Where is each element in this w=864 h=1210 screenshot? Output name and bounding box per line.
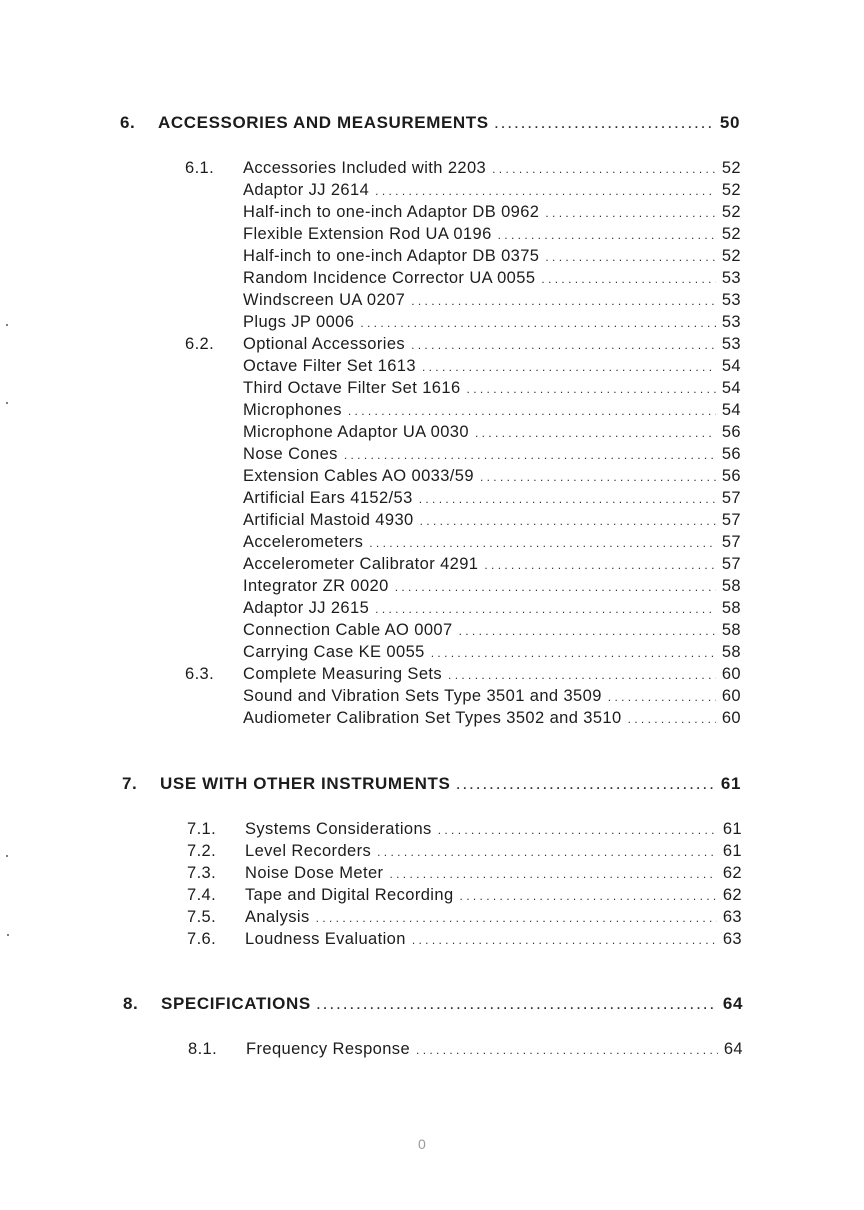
toc-entry <box>243 597 741 620</box>
toc-entry <box>243 465 741 488</box>
chapter-title: USE WITH OTHER INSTRUMENTS <box>160 774 451 793</box>
entry-page: 54 <box>721 401 741 419</box>
leader-dots <box>411 334 716 356</box>
leader-dots <box>411 290 716 312</box>
entry-page: 53 <box>721 269 741 287</box>
toc-entry <box>243 553 741 576</box>
entry-title: Optional Accessories <box>243 335 406 353</box>
entry-page: 62 <box>722 886 742 904</box>
section-number: 6.1. <box>185 159 215 177</box>
leader-dots <box>419 488 716 510</box>
entry-page: 53 <box>721 335 741 353</box>
leader-dots <box>348 400 716 422</box>
toc-entry <box>185 157 741 180</box>
entry-page: 60 <box>721 709 741 727</box>
leader-dots <box>459 620 716 642</box>
leader-dots <box>395 576 716 598</box>
leader-dots <box>495 113 714 135</box>
entry-title: Analysis <box>245 908 310 926</box>
toc-entry <box>243 443 741 466</box>
leader-dots <box>316 907 717 929</box>
entry-page: 54 <box>721 357 741 375</box>
scan-speck <box>6 402 8 404</box>
entry-title: Accelerometer Calibrator 4291 <box>243 555 479 573</box>
entry-title: Half-inch to one-inch Adaptor DB 0962 <box>243 203 540 221</box>
toc-entry <box>243 377 741 400</box>
leader-dots <box>360 312 716 334</box>
entry-page: 56 <box>721 423 741 441</box>
toc-entry <box>243 509 741 532</box>
leader-dots <box>545 246 715 268</box>
toc-entry <box>185 663 741 686</box>
entry-title: Audiometer Calibration Set Types 3502 and 3510 <box>243 709 622 727</box>
entry-title: Random Incidence Corrector UA 0055 <box>243 269 536 287</box>
entry-title: Windscreen UA 0207 <box>243 291 406 309</box>
toc-entry <box>187 906 742 929</box>
page-footer-mark: 0 <box>418 1136 426 1152</box>
leader-dots <box>344 444 716 466</box>
entry-page: 60 <box>721 665 741 683</box>
toc-entry <box>187 862 742 885</box>
chapter-page: 50 <box>719 113 740 132</box>
section-number: 6.2. <box>185 335 215 353</box>
chapter-number: 6. <box>120 113 136 132</box>
leader-dots <box>460 885 717 907</box>
chapter-6-heading <box>120 112 740 135</box>
entry-title: Carrying Case KE 0055 <box>243 643 425 661</box>
section-number: 7.4. <box>187 886 217 904</box>
entry-title: Tape and Digital Recording <box>245 886 454 904</box>
leader-dots <box>369 532 716 554</box>
entry-page: 57 <box>721 533 741 551</box>
toc-entry <box>243 421 741 444</box>
toc-entry <box>243 399 741 422</box>
entry-title: Accessories Included with 2203 <box>243 159 487 177</box>
toc-entry <box>243 487 741 510</box>
entry-title: Third Octave Filter Set 1616 <box>243 379 461 397</box>
entry-title: Plugs JP 0006 <box>243 313 355 331</box>
chapter-number: 7. <box>122 774 138 793</box>
leader-dots <box>628 708 716 730</box>
leader-dots <box>492 158 716 180</box>
entry-page: 53 <box>721 291 741 309</box>
entry-title: Sound and Vibration Sets Type 3501 and 3509 <box>243 687 602 705</box>
entry-page: 58 <box>721 577 741 595</box>
leader-dots <box>422 356 716 378</box>
section-number: 6.3. <box>185 665 215 683</box>
entry-page: 57 <box>721 489 741 507</box>
entry-title: Connection Cable AO 0007 <box>243 621 453 639</box>
toc-entry <box>243 355 741 378</box>
toc-entry <box>243 179 741 202</box>
section-number: 7.1. <box>187 820 217 838</box>
entry-title: Complete Measuring Sets <box>243 665 443 683</box>
chapter-number: 8. <box>123 994 139 1013</box>
scan-speck <box>7 934 9 936</box>
entry-title: Half-inch to one-inch Adaptor DB 0375 <box>243 247 540 265</box>
toc-entry <box>243 267 741 290</box>
toc-entry <box>187 818 742 841</box>
section-number: 7.3. <box>187 864 217 882</box>
entry-title: Microphone Adaptor UA 0030 <box>243 423 469 441</box>
entry-title: Level Recorders <box>245 842 372 860</box>
leader-dots <box>420 510 716 532</box>
section-number: 7.2. <box>187 842 217 860</box>
leader-dots <box>545 202 715 224</box>
entry-title: Artificial Ears 4152/53 <box>243 489 413 507</box>
entry-page: 58 <box>721 643 741 661</box>
leader-dots <box>375 598 716 620</box>
leader-dots <box>541 268 715 290</box>
toc-entry <box>187 840 742 863</box>
toc-entry <box>243 531 741 554</box>
leader-dots <box>389 863 716 885</box>
chapter-page: 64 <box>722 994 743 1013</box>
entry-page: 63 <box>722 908 742 926</box>
entry-page: 52 <box>721 247 741 265</box>
entry-title: Loudness Evaluation <box>245 930 406 948</box>
leader-dots <box>484 554 715 576</box>
scan-speck <box>6 324 8 326</box>
entry-page: 57 <box>721 511 741 529</box>
entry-page: 53 <box>721 313 741 331</box>
chapter-page: 61 <box>720 774 741 793</box>
entry-title: Microphones <box>243 401 342 419</box>
leader-dots <box>448 664 716 686</box>
entry-title: Systems Considerations <box>245 820 432 838</box>
entry-page: 52 <box>721 159 741 177</box>
entry-page: 63 <box>722 930 742 948</box>
toc-entry <box>243 685 741 708</box>
entry-title: Extension Cables AO 0033/59 <box>243 467 474 485</box>
toc-entry <box>243 289 741 312</box>
leader-dots <box>438 819 717 841</box>
entry-title: Artificial Mastoid 4930 <box>243 511 414 529</box>
entry-title: Adaptor JJ 2615 <box>243 599 370 617</box>
leader-dots <box>375 180 716 202</box>
toc-entry <box>243 619 741 642</box>
chapter-title: ACCESSORIES AND MEASUREMENTS <box>158 113 489 132</box>
toc-entry <box>243 201 741 224</box>
entry-page: 56 <box>721 467 741 485</box>
entry-page: 64 <box>723 1040 743 1058</box>
entry-title: Nose Cones <box>243 445 338 463</box>
entry-page: 52 <box>721 181 741 199</box>
entry-page: 52 <box>721 203 741 221</box>
toc-entry <box>243 707 741 730</box>
entry-page: 61 <box>722 820 742 838</box>
toc-entry <box>187 928 742 951</box>
entry-title: Adaptor JJ 2614 <box>243 181 370 199</box>
toc-entry <box>243 223 741 246</box>
entry-title: Accelerometers <box>243 533 364 551</box>
entry-page: 62 <box>722 864 742 882</box>
toc-entry <box>185 333 741 356</box>
toc-entry <box>187 884 742 907</box>
leader-dots <box>475 422 716 444</box>
leader-dots <box>377 841 717 863</box>
chapter-7-heading <box>122 773 741 796</box>
entry-page: 58 <box>721 621 741 639</box>
entry-title: Frequency Response <box>246 1040 411 1058</box>
leader-dots <box>431 642 716 664</box>
toc-entry <box>243 311 741 334</box>
leader-dots <box>608 686 716 708</box>
leader-dots <box>412 929 717 951</box>
entry-page: 56 <box>721 445 741 463</box>
entry-page: 58 <box>721 599 741 617</box>
scan-speck <box>6 855 8 857</box>
entry-page: 57 <box>721 555 741 573</box>
entry-page: 60 <box>721 687 741 705</box>
entry-title: Integrator ZR 0020 <box>243 577 389 595</box>
entry-page: 52 <box>721 225 741 243</box>
entry-title: Octave Filter Set 1613 <box>243 357 416 375</box>
chapter-title: SPECIFICATIONS <box>161 994 311 1013</box>
leader-dots <box>456 774 714 796</box>
section-number: 8.1. <box>188 1040 218 1058</box>
chapter-8-heading <box>123 993 743 1016</box>
section-number: 7.6. <box>187 930 217 948</box>
entry-page: 61 <box>722 842 742 860</box>
section-number: 7.5. <box>187 908 217 926</box>
toc-entry <box>243 245 741 268</box>
toc-entry <box>243 575 741 598</box>
leader-dots <box>467 378 716 400</box>
leader-dots <box>416 1039 718 1061</box>
entry-title: Noise Dose Meter <box>245 864 384 882</box>
leader-dots <box>498 224 716 246</box>
leader-dots <box>480 466 716 488</box>
entry-title: Flexible Extension Rod UA 0196 <box>243 225 492 243</box>
entry-page: 54 <box>721 379 741 397</box>
toc-entry <box>243 641 741 664</box>
leader-dots <box>317 994 717 1016</box>
toc-entry <box>188 1038 743 1061</box>
